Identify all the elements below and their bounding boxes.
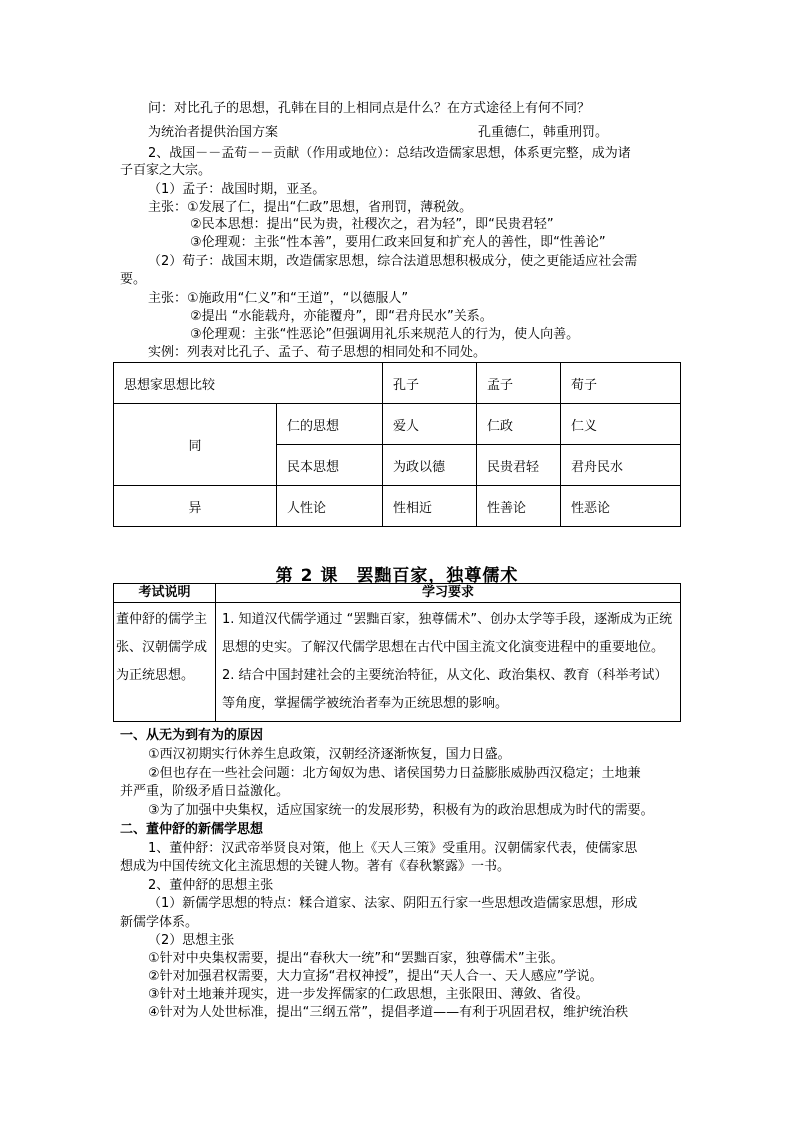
lesson-title: 第 2 课 罢黜百家，独尊儒术 [275, 566, 519, 586]
table-cell: 仁政 [477, 404, 561, 445]
proposal-1: ①针对中央集权需要，提出“春秋大一统”和“罢黜百家，独尊儒术”主张。 [148, 951, 564, 966]
section-2-item-2: 2、董仲舒的思想主张 [148, 878, 274, 893]
xunzi-point-1: 主张：①施政用“仁义”和“王道”，“以德服人” [148, 291, 409, 306]
table-cell: 仁的思想 [277, 404, 383, 445]
paragraph-2-line1: 2、战国－－孟荀－－贡献（作用或地位）：总结改造儒家思想，体系更完整，成为诸 [148, 146, 631, 161]
table-cell: 性善论 [477, 486, 561, 527]
mencius-heading: （1）孟子：战国时期，亚圣。 [148, 182, 326, 197]
table-cell: 人性论 [277, 486, 383, 527]
xunzi-point-3: ③伦理观：主张“性恶论”但强调用礼乐来规范人的行为，使人向善。 [190, 327, 580, 342]
table-header-cell: 学习要求 [216, 584, 681, 603]
xunzi-heading-line1: （2）荀子：战国末期，改造儒家思想，综合法道思想积极成分，使之更能适应社会需 [148, 254, 638, 269]
table-cell: 君舟民水 [561, 445, 681, 486]
table-cell: 仁义 [561, 404, 681, 445]
comparison-table [113, 362, 681, 527]
section-2-item-1b: 想成为中国传统文化主流思想的关键人物。著有《春秋繁露》一书。 [120, 859, 511, 874]
learning-requirements-cell [216, 603, 681, 722]
proposal-3: ③针对土地兼并现实，进一步发挥儒家的仁政思想，主张限田、薄敛、省役。 [148, 987, 589, 1002]
exam-description-cell: 董仲舒的儒学主张、汉朝儒学成为正统思想。 [114, 603, 216, 722]
section-2-title: 二、董仲舒的新儒学思想 [120, 822, 264, 837]
table-cell: 民贵君轻 [477, 445, 561, 486]
xunzi-point-2: ②提出 “水能载舟，亦能覆舟”，即“君舟民水”关系。 [190, 309, 493, 324]
section-1-title: 一、从无为到有为的原因 [120, 728, 264, 743]
table-cell: 性相近 [383, 486, 477, 527]
diff-label-cell: 异 [114, 486, 277, 527]
mencius-point-3: ③伦理观：主张“性本善”，要用仁政来回复和扩充人的善性，即“性善论” [190, 235, 606, 250]
table-row [114, 404, 681, 445]
section-1-point-2a: ②但也存在一些社会问题：北方匈奴为患、诸侯国势力日益膨胀威胁西汉稳定；土地兼 [148, 766, 641, 781]
table-row [114, 603, 681, 722]
section-2-item-1a: 1、董仲舒：汉武帝举贤良对策，他上《天人三策》受重用。汉朝儒家代表，使儒家思 [148, 841, 638, 856]
table-header-cell: 孔子 [383, 363, 477, 404]
table-header-cell: 孟子 [477, 363, 561, 404]
table-cell: 民本思想 [277, 445, 383, 486]
section-1-point-1: ①西汉初期实行休养生息政策，汉朝经济逐渐恢复，国力日盛。 [148, 747, 511, 762]
table-row [114, 584, 681, 603]
same-label-cell: 同 [114, 404, 277, 486]
requirements-table [113, 583, 681, 722]
table-cell: 性恶论 [561, 486, 681, 527]
answer-left: 为统治者提供治国方案 [148, 125, 279, 140]
section-2-sub-2: （2）思想主张 [148, 933, 235, 948]
example-text: 实例：列表对比孔子、孟子、荀子思想的相同处和不同处。 [148, 345, 487, 360]
table-header-cell: 荀子 [561, 363, 681, 404]
proposal-4: ④针对为人处世标准，提出“三纲五常”，提倡孝道——有利于巩固君权，维护统治秩 [148, 1005, 629, 1020]
xunzi-heading-line2: 要。 [120, 272, 147, 287]
table-header-cell: 考试说明 [114, 584, 216, 603]
section-1-point-2b: 并严重，阶级矛盾日益激化。 [120, 784, 290, 799]
section-1-point-3: ③为了加强中央集权，适应国家统一的发展形势，积极有为的政治思想成为时代的需要。 [148, 803, 654, 818]
table-row [114, 363, 681, 404]
answer-right: 孔重德仁，韩重刑罚。 [478, 125, 609, 140]
paragraph-2-line2: 子百家之大宗。 [120, 163, 212, 178]
table-cell: 为政以德 [383, 445, 477, 486]
question-text: 问：对比孔子的思想，孔韩在目的上相同点是什么？在方式途径上有何不同？ [148, 101, 591, 116]
table-header-cell: 思想家思想比较 [114, 363, 383, 404]
table-row [114, 486, 681, 527]
section-2-sub-1b: 新儒学体系。 [120, 915, 199, 930]
section-2-sub-1a: （1）新儒学思想的特点：糅合道家、法家、阴阳五行家一些思想改造儒家思想，形成 [148, 896, 638, 911]
requirement-1: 1. 知道汉代儒学通过 “罢黜百家，独尊儒术”、创办太学等手段，逐渐成为正统思想的史实。了解汉代儒学思想在古代中国主流文化演变进程中的重要地位。 [222, 612, 673, 655]
table-cell: 爱人 [383, 404, 477, 445]
mencius-point-1: 主张：①发展了仁，提出“仁政”思想，省刑罚，薄税敛。 [148, 200, 473, 215]
mencius-point-2: ②民本思想：提出“民为贵，社稷次之，君为轻”，即“民贵君轻” [190, 217, 554, 232]
requirement-2: 2. 结合中国封建社会的主要统治特征，从文化、政治集权、教育（科举考试）等角度，掌握儒学被统治者奉为正统思想的影响。 [222, 668, 668, 711]
proposal-2: ②针对加强君权需要，大力宣扬“君权神授”，提出“天人合一、天人感应”学说。 [148, 969, 603, 984]
